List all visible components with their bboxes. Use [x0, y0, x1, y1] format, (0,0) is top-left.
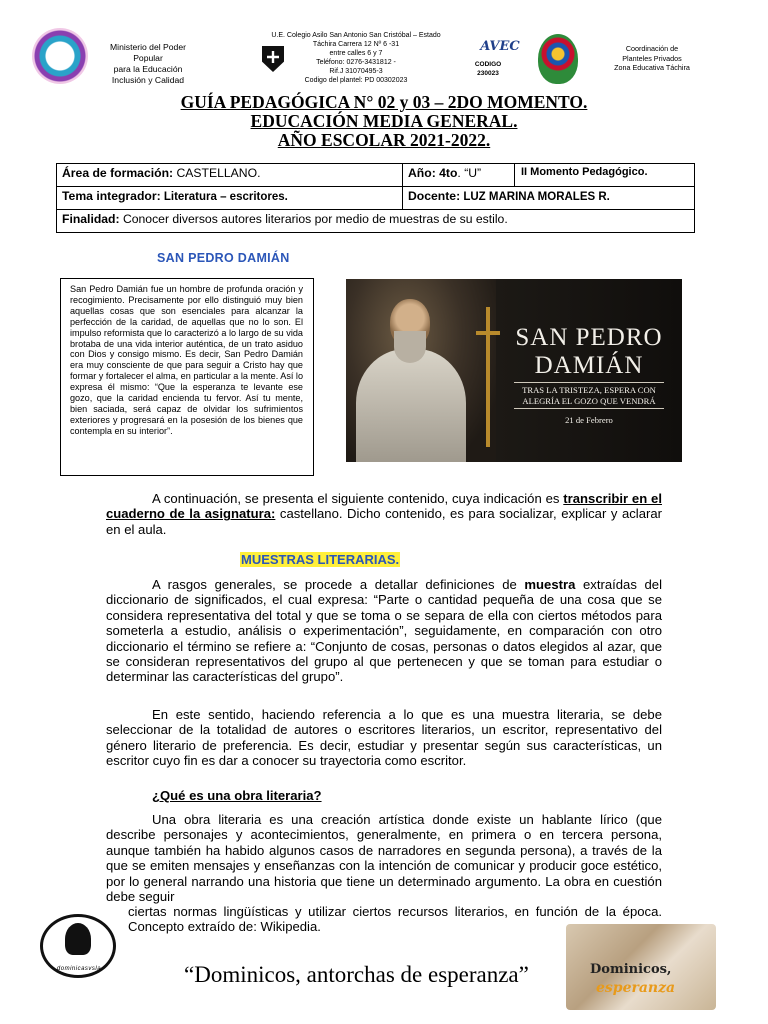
image-title-line2: DAMIÁN: [534, 352, 644, 379]
image-rule: [514, 408, 664, 409]
collage-text: esperanza: [596, 980, 676, 996]
ministry-line: para la Educación: [113, 64, 183, 74]
seal-text: dominicasvsla: [56, 966, 102, 972]
literary-sample-paragraph: En este sentido, haciendo referencia a lo que es una muestra literaria, se debe seleccionar de la totalidad de autores o escritores literarios, un escritor, representativo del género literario de preferencia. Es decir, estudiar y presentar según sus características, un escritor cuyo fin es dar a conocer su trayectoria como escritor.: [106, 707, 662, 769]
intro-paragraph: [106, 491, 662, 537]
image-subtitle-line1: TRAS LA TRISTEZA, ESPERA CON: [522, 385, 656, 395]
year-value: . “U”: [457, 166, 482, 180]
table-row: [57, 210, 695, 233]
theme-value: Literatura – escritores.: [160, 191, 288, 203]
theme-label: Tema integrador:: [62, 189, 161, 203]
table-row: [57, 164, 695, 187]
paragraph-text: donde existe un: [424, 812, 542, 827]
area-value: CASTELLANO.: [173, 166, 261, 180]
coord-line: Zona Educativa Táchira: [614, 63, 690, 72]
saint-heading: SAN PEDRO DAMIÁN: [157, 251, 290, 265]
state-emblem-icon: [538, 34, 578, 84]
term-muestra: muestra: [524, 577, 576, 592]
purpose-label: Finalidad:: [62, 212, 120, 226]
image-subtitle-line2: ALEGRÍA EL GOZO QUE VENDRÁ: [522, 396, 656, 406]
teacher-label: Docente:: [408, 189, 461, 203]
purpose-value: Conocer diversos autores literarios por medio de muestras de su estilo.: [119, 212, 508, 226]
paragraph-text: extraídas del diccionario de significados, el cual expresa: “Parte o cantidad pequeña de una cosa que se considera representativa del total y que se toma o se separa de ella con ciertos métodos para someterla a estudio, análisis o experimentación”, seguidamente, en comparación con otro diccionario el término se refiere a: “Conjunto de cosas, personas o datos elegidos al azar, que se consideran representativos del grupo al que pertenecen y que se toman para estudiar o determinar las características del grupo”.: [106, 577, 662, 685]
teacher-value: LUZ MARINA MORALES R.: [460, 191, 610, 203]
info-table: [56, 163, 695, 233]
avec-logo: AVEC: [480, 39, 520, 54]
question-heading: ¿Qué es una obra literaria?: [152, 788, 322, 803]
literary-work-tail: ciertas normas lingüísticas y utilizar ciertos recursos literarios, en función de la época. Concepto extraído de: Wikipedia.: [128, 904, 662, 935]
coordination-info: [584, 44, 720, 73]
school-line: entre calles 6 y 7: [329, 50, 383, 57]
table-row: [57, 187, 695, 210]
ministry-name: [92, 42, 204, 86]
paragraph-text: Una obra literaria es una creación: [152, 812, 379, 827]
crucifix-icon: [486, 307, 490, 447]
moment-cell: [515, 164, 695, 187]
paragraph-text: A rasgos generales, se procede a detallar definiciones de: [152, 577, 525, 592]
paragraph-text: (que describe personajes y acontecimientos, generalmente, en primera o en tercera persona, aunque también ha habido algunos casos de narradores en segunda persona), a través de la que se emiten mensajes y enseñanzas con la intención de comunicar y producir goce estético, por lo general narrando una historia que tiene un determinado: [106, 812, 662, 889]
image-date: 21 de Febrero: [565, 415, 613, 425]
coord-line: Coordinación de: [625, 44, 679, 53]
term-argumento: argumento: [474, 873, 538, 889]
purpose-cell: [57, 210, 695, 233]
paragraph-text: . La obra en cuestión debe seguir: [106, 873, 662, 905]
intro-instruction: transcribir en el cuaderno de la asignatura:: [106, 491, 662, 522]
term-artistica: artística: [378, 812, 425, 827]
school-info: [256, 31, 456, 85]
saint-image: [346, 279, 682, 462]
year-label: Año: 4to: [408, 166, 458, 180]
avec-code: [466, 60, 510, 78]
section-title: MUESTRAS LITERARIAS.: [241, 552, 400, 567]
ministry-line: Inclusión y Calidad: [111, 75, 185, 85]
school-line: U.E. Colegio Asilo San Antonio San Cristóbal – Estado: [271, 32, 441, 39]
intro-text: castellano. Dicho contenido, es para socializar, explicar y aclarar en el aula.: [106, 506, 662, 537]
school-line: Táchira Carrera 12 Nº 6 -31: [312, 41, 400, 48]
collage-text: Dominicos,: [590, 962, 672, 977]
school-line: Teléfono: 0276-3431812 -: [316, 59, 396, 66]
guide-subtitle: EDUCACIÓN MEDIA GENERAL.: [250, 111, 518, 131]
teacher-cell: [403, 187, 695, 210]
literary-work-paragraph: [106, 812, 662, 904]
school-line: Codigo del plantel: PD 00302023: [304, 77, 408, 84]
year-cell: [403, 164, 515, 187]
sample-definition-paragraph: [106, 577, 662, 685]
monk-robe: [356, 349, 466, 462]
image-title-line1: SAN PEDRO: [515, 324, 663, 351]
footer-motto: “Dominicos, antorchas de esperanza”: [184, 962, 529, 987]
theme-cell: [57, 187, 403, 210]
area-cell: [57, 164, 403, 187]
school-line: Rif.J 31070495-3: [329, 68, 383, 75]
intro-text: A continuación, se presenta el siguiente contenido, cuya indicación es: [152, 491, 564, 506]
ministry-line: Popular: [133, 53, 163, 63]
coord-line: Planteles Privados: [622, 53, 682, 63]
ministry-logo: [32, 28, 88, 84]
guide-title: GUÍA PEDAGÓGICA N° 02 y 03 – 2DO MOMENTO.: [180, 92, 588, 112]
ministry-line: Ministerio del Poder: [110, 42, 186, 52]
moment-value: II Momento Pedagógico.: [521, 166, 648, 178]
term-hablante-lirico: hablante lírico: [541, 812, 628, 827]
image-rule: [514, 382, 664, 383]
monk-beard: [394, 331, 426, 363]
saint-text: San Pedro Damián fue un hombre de profunda oración y recogimiento. Precisamente por ello distinguió muy bien aquellas cosas que son esenciales para alcanzar la perfección de la caridad, de aquellas que no lo son. El impulso reformista que lo caracterizó a lo largo de su vida brotaba de una vida interior auténtica, de un trato asiduo con Dios y consigo mismo. Es decir, San Pedro Damián era muy consciente de que para seguir a Cristo hay que formar y fortalecer el alma, en particular a la mente. Así lo expresa él mismo: “Que la esperanza te levante ese gozo, que la caridad encienda tu fervor. Así tu mente, bien saciada, será capaz de olvidar los sufrimientos exteriores y progresará en la posesión de los bienes que contempla en su interior”.: [70, 284, 304, 436]
area-label: Área de formación:: [62, 166, 174, 180]
code-label: CODIGO: [474, 61, 502, 68]
school-year: AÑO ESCOLAR 2021-2022.: [277, 130, 491, 150]
code-value: 230023: [477, 70, 499, 77]
